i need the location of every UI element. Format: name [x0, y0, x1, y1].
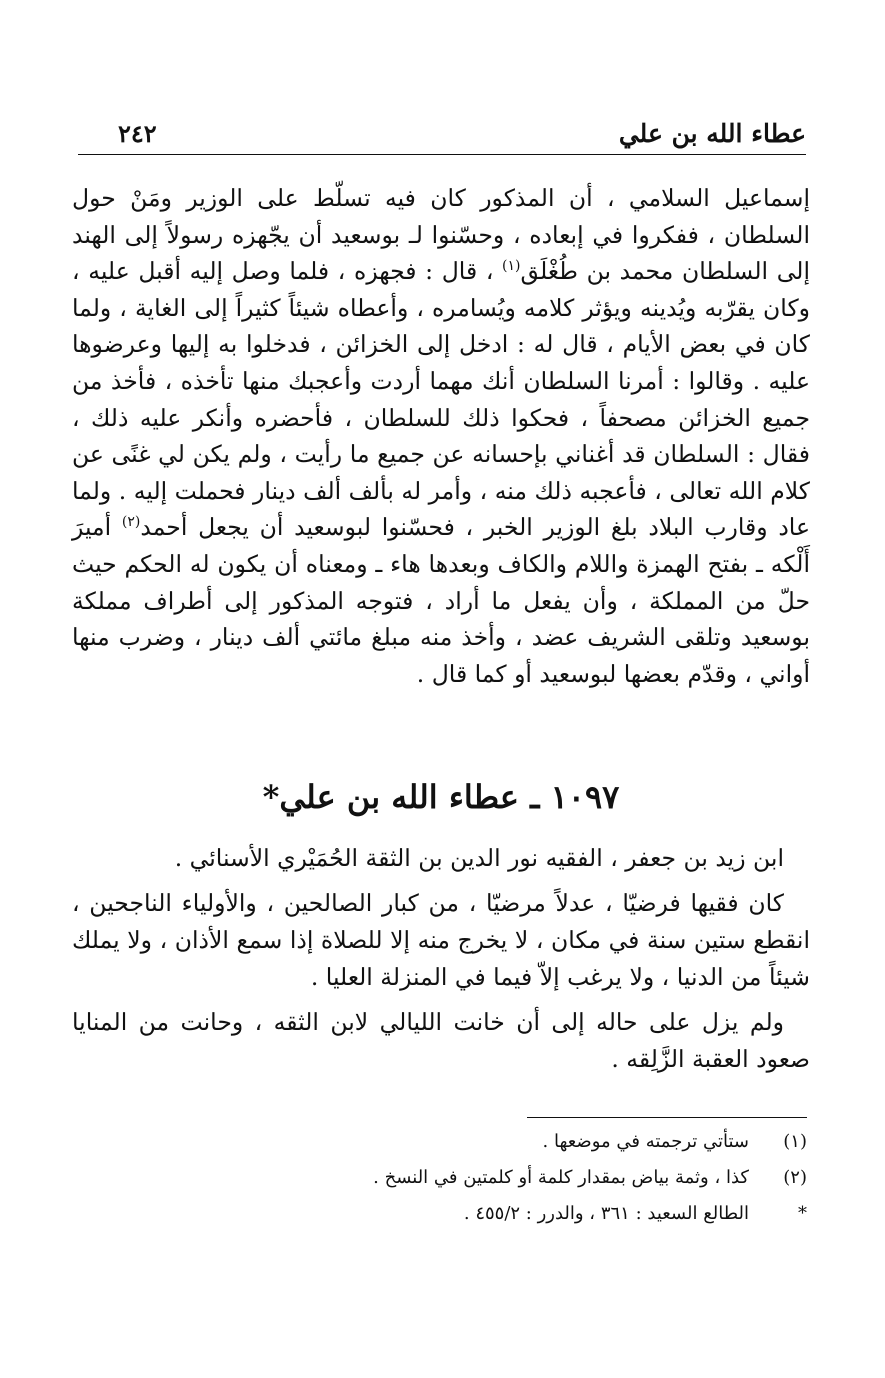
- footnote-item: [107, 1196, 807, 1232]
- footnote-divider: [527, 1117, 807, 1118]
- header-title: عطاء الله بن علي: [618, 119, 806, 148]
- footnote-mark: (٢): [783, 1167, 807, 1188]
- footnote-item: [107, 1124, 807, 1160]
- running-header: [78, 112, 806, 155]
- entry-paragraph: كان فقيها فرضيّا ، عدلاً مرضيّا ، من كبار الصالحين ، والأولياء الناجحين ، انقطع ستين سنة في مكان ، لا يخرج منه إلا للصلاة إذا سمع الأذان ، ولا يملك شيئاً من الدنيا ، ولا يرغب إلاّ فيما في المنزلة العليا .: [72, 889, 810, 991]
- footnote-text: ستأتي ترجمته في موضعها .: [542, 1131, 749, 1152]
- text-part-2: ، قال : فجهزه ، فلما وصل إليه أقبل عليه ، وكان يقرّبه ويُدينه ويؤثر كلامه ويُسامره ، وأعطاه شيئاً كثيراً إلى الغاية ، ولما كان في بعض الأيام ، قال له : ادخل إلى الخزائن ، فدخلوا به إليها وعرضوها عليه . وقالوا : أمرنا السلطان أنك مهما أردت وأعجبك منها تأخذه ، فأخذ من جميع الخزائن مصحفاً ، فحكوا ذلك للسلطان ، فأحضره وأنكر عليه ذلك ، فقال : السلطان قد أغناني بإحسانه عن جميع ما رأيت ، ولم يكن لي غنًى عن كلام الله تعالى ، فأعجبه ذلك منه ، وأمر له بألف ألف دينار فحملت إليه . ولما عاد وقارب البلاد بلغ الوزير الخبر ، فحسّنوا لبوسعيد أن يجعل أحمد: [72, 257, 810, 542]
- paragraph-text: [72, 180, 810, 692]
- page-number: ٢٤٢: [118, 119, 157, 148]
- footnote-item: [107, 1160, 807, 1196]
- footnote-mark: (١): [783, 1131, 807, 1152]
- footnote-ref-2: (٢): [121, 514, 141, 531]
- entry-body: [72, 840, 810, 1078]
- text-part-1: إسماعيل السلامي ، أن المذكور كان فيه تسلّط على الوزير ومَنْ حول السلطان ، ففكروا في إبعاده ، وحسّنوا لـ بوسعيد أن يجّهزه رسولاً إلى الهند إلى السلطان محمد بن طُغْلَق: [72, 184, 810, 286]
- entry-paragraph: ولم يزل على حاله إلى أن خانت الليالي لابن الثقه ، وحانت من المنايا صعود العقبة الزَّلِقه .: [72, 1008, 810, 1073]
- footnote-ref-1: (١): [502, 258, 521, 275]
- entry-paragraph: ابن زيد بن جعفر ، الفقيه نور الدين بن الثقة الحُمَيْري الأسنائي .: [174, 844, 784, 872]
- text-part-3: أميرَ أَلْكه ـ بفتح الهمزة واللام والكاف وبعدها هاء ـ ومعناه أن يكون له الحكم حيث حلّ من المملكة ، وأن يفعل ما أراد ، فتوجه المذكور إلى أطراف مملكة بوسعيد وتلقى الشريف عضد ، وأخذ منه مبلغ مائتي ألف دينار ، وضرب منها أواني ، وقدّم بعضها لبوسعيد أو كما قال .: [72, 513, 810, 688]
- footnote-text: كذا ، وثمة بياض بمقدار كلمة أو كلمتين في النسخ .: [373, 1167, 749, 1188]
- footnote-text: الطالع السعيد : ٣٦١ ، والدرر : ٤٥٥/٢ .: [463, 1203, 749, 1224]
- footnotes: [107, 1124, 807, 1232]
- entry-heading: ١٠٩٧ ـ عطاء الله بن علي*: [262, 778, 620, 816]
- continued-paragraph: [72, 180, 810, 692]
- footnote-mark: *: [798, 1203, 807, 1224]
